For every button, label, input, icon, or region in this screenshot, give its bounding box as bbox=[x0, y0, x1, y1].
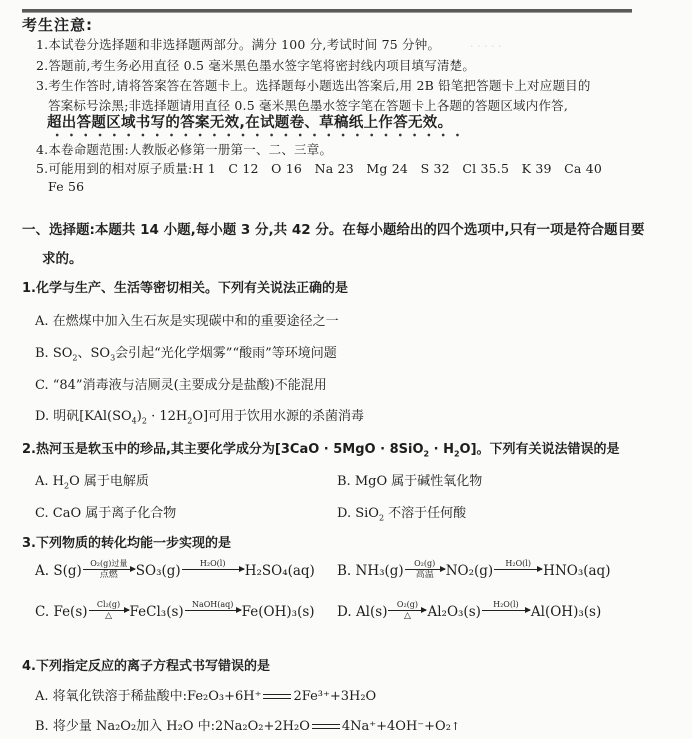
notice-item-3: 3.考生作答时,请将答案答在答题卡上。选择题每小题选出答案后,用 2B 铅笔把答题卡上对应题目的 bbox=[36, 78, 591, 93]
question-1-option-d: D. 明矾$[KAl(SO_4)_2 \cdot 12H_2O]$可用于饮用水源的杀菌消毒 bbox=[35, 409, 365, 426]
notice-item-3-cont: 答案标号涂黑;非选择题请用直径 0.5 毫米黑色墨水签字笔在答题卡上各题的答题区域内作答, bbox=[48, 98, 569, 113]
notice-item-4: 4.本卷命题范围:人教版必修第一册第一、二、三章。 bbox=[36, 142, 333, 157]
question-2-stem: 2.热河玉是软玉中的珍品,其主要化学成分为$[3CaO \cdot 5MgO \cdot 8SiO_2 \cdot H_2O]$。下列有关说法错误的是 bbox=[22, 442, 620, 459]
section-header-cont: 求的。 bbox=[42, 251, 83, 267]
equals-sign bbox=[312, 724, 340, 729]
emphasis-dots bbox=[50, 133, 470, 137]
question-2-option-b: B. MgO 属于碱性氧化物 bbox=[337, 474, 483, 489]
notice-item-5: 5.可能用到的相对原子质量:H 1 C 12 O 16 Na 23 Mg 24 S 32 Cl 35.5 K 39 Ca 40 bbox=[36, 161, 603, 176]
question-3-option-d: D. Al(s) O₂(g) △ Al₂O₃(s) H₂O(l) Al(OH)₃(s) bbox=[337, 600, 602, 621]
notice-warning-bold: 超出答题区域书写的答案无效,在试题卷、草稿纸上作答无效。 bbox=[47, 115, 453, 131]
notice-item-2: 2.答题前,考生务必用直径 0.5 毫米黑色墨水签字笔将密封线内项目填写清楚。 bbox=[36, 58, 476, 73]
question-1-option-a: A. 在燃煤中加入生石灰是实现碳中和的重要途径之一 bbox=[35, 314, 339, 329]
question-2-option-a: A. $H_2O$ 属于电解质 bbox=[35, 474, 149, 491]
reaction-arrow: Cl₂(g) △ bbox=[89, 600, 129, 621]
notice-item-1: 1.本试卷分选择题和非选择题两部分。满分 100 分,考试时间 75 分钟。 bbox=[36, 37, 441, 52]
bleed-through-text: · · · · · bbox=[470, 40, 502, 53]
reaction-arrow: NaOH(aq) bbox=[185, 600, 241, 621]
reaction-arrow: O₂(g) 高温 bbox=[405, 559, 445, 580]
question-2-option-d: D. SiO$_2$ 不溶于任何酸 bbox=[337, 506, 467, 523]
reaction-arrow: H₂O(l) bbox=[182, 559, 244, 580]
question-1-option-c: C. “84”消毒液与洁厕灵(主要成分是盐酸)不能混用 bbox=[35, 378, 327, 393]
question-3-option-a: A. S(g) O₂(g)过量 点燃 SO₃(g) H₂O(l) H₂SO₄(aq) bbox=[35, 559, 315, 580]
reaction-arrow: O₂(g)过量 点燃 bbox=[83, 559, 135, 580]
top-rule bbox=[22, 9, 632, 13]
notice-title: 考生注意: bbox=[22, 16, 93, 34]
question-4-stem: 4.下列指定反应的离子方程式书写错误的是 bbox=[22, 659, 270, 674]
notice-item-5-cont: Fe 56 bbox=[48, 179, 85, 194]
reaction-arrow: H₂O(l) bbox=[482, 600, 530, 621]
question-3-stem: 3.下列物质的转化均能一步实现的是 bbox=[22, 536, 231, 551]
equals-sign bbox=[263, 694, 291, 699]
reaction-arrow: O₂(g) △ bbox=[388, 600, 426, 621]
question-4-option-b: B. 将少量 Na₂O₂加入 H₂O 中:2Na₂O₂+2H₂O 4Na⁺+4OH⁻+O₂↑ bbox=[35, 719, 461, 734]
question-2-option-c: C. CaO 属于离子化合物 bbox=[35, 506, 177, 521]
reaction-arrow: H₂O(l) bbox=[494, 559, 542, 580]
question-4-option-a: A. 将氧化铁溶于稀盐酸中:Fe₂O₃+6H⁺ 2Fe³⁺+3H₂O bbox=[35, 689, 377, 704]
section-header: 一、选择题:本题共 14 小题,每小题 3 分,共 42 分。在每小题给出的四个选项中,只有一项是符合题目要 bbox=[22, 222, 645, 238]
question-3-option-b: B. NH₃(g) O₂(g) 高温 NO₂(g) H₂O(l) HNO₃(aq) bbox=[337, 559, 611, 580]
question-1-stem: 1.化学与生产、生活等密切相关。下列有关说法正确的是 bbox=[22, 281, 348, 296]
question-1-option-b: B. $SO_2$、$SO_3$会引起“光化学烟雾”“酸雨”等环境问题 bbox=[35, 346, 337, 363]
question-3-option-c: C. Fe(s) Cl₂(g) △ FeCl₃(s) NaOH(aq) Fe(OH)₃(s) bbox=[35, 600, 315, 621]
gas-up-arrow-icon: ↑ bbox=[450, 720, 461, 733]
